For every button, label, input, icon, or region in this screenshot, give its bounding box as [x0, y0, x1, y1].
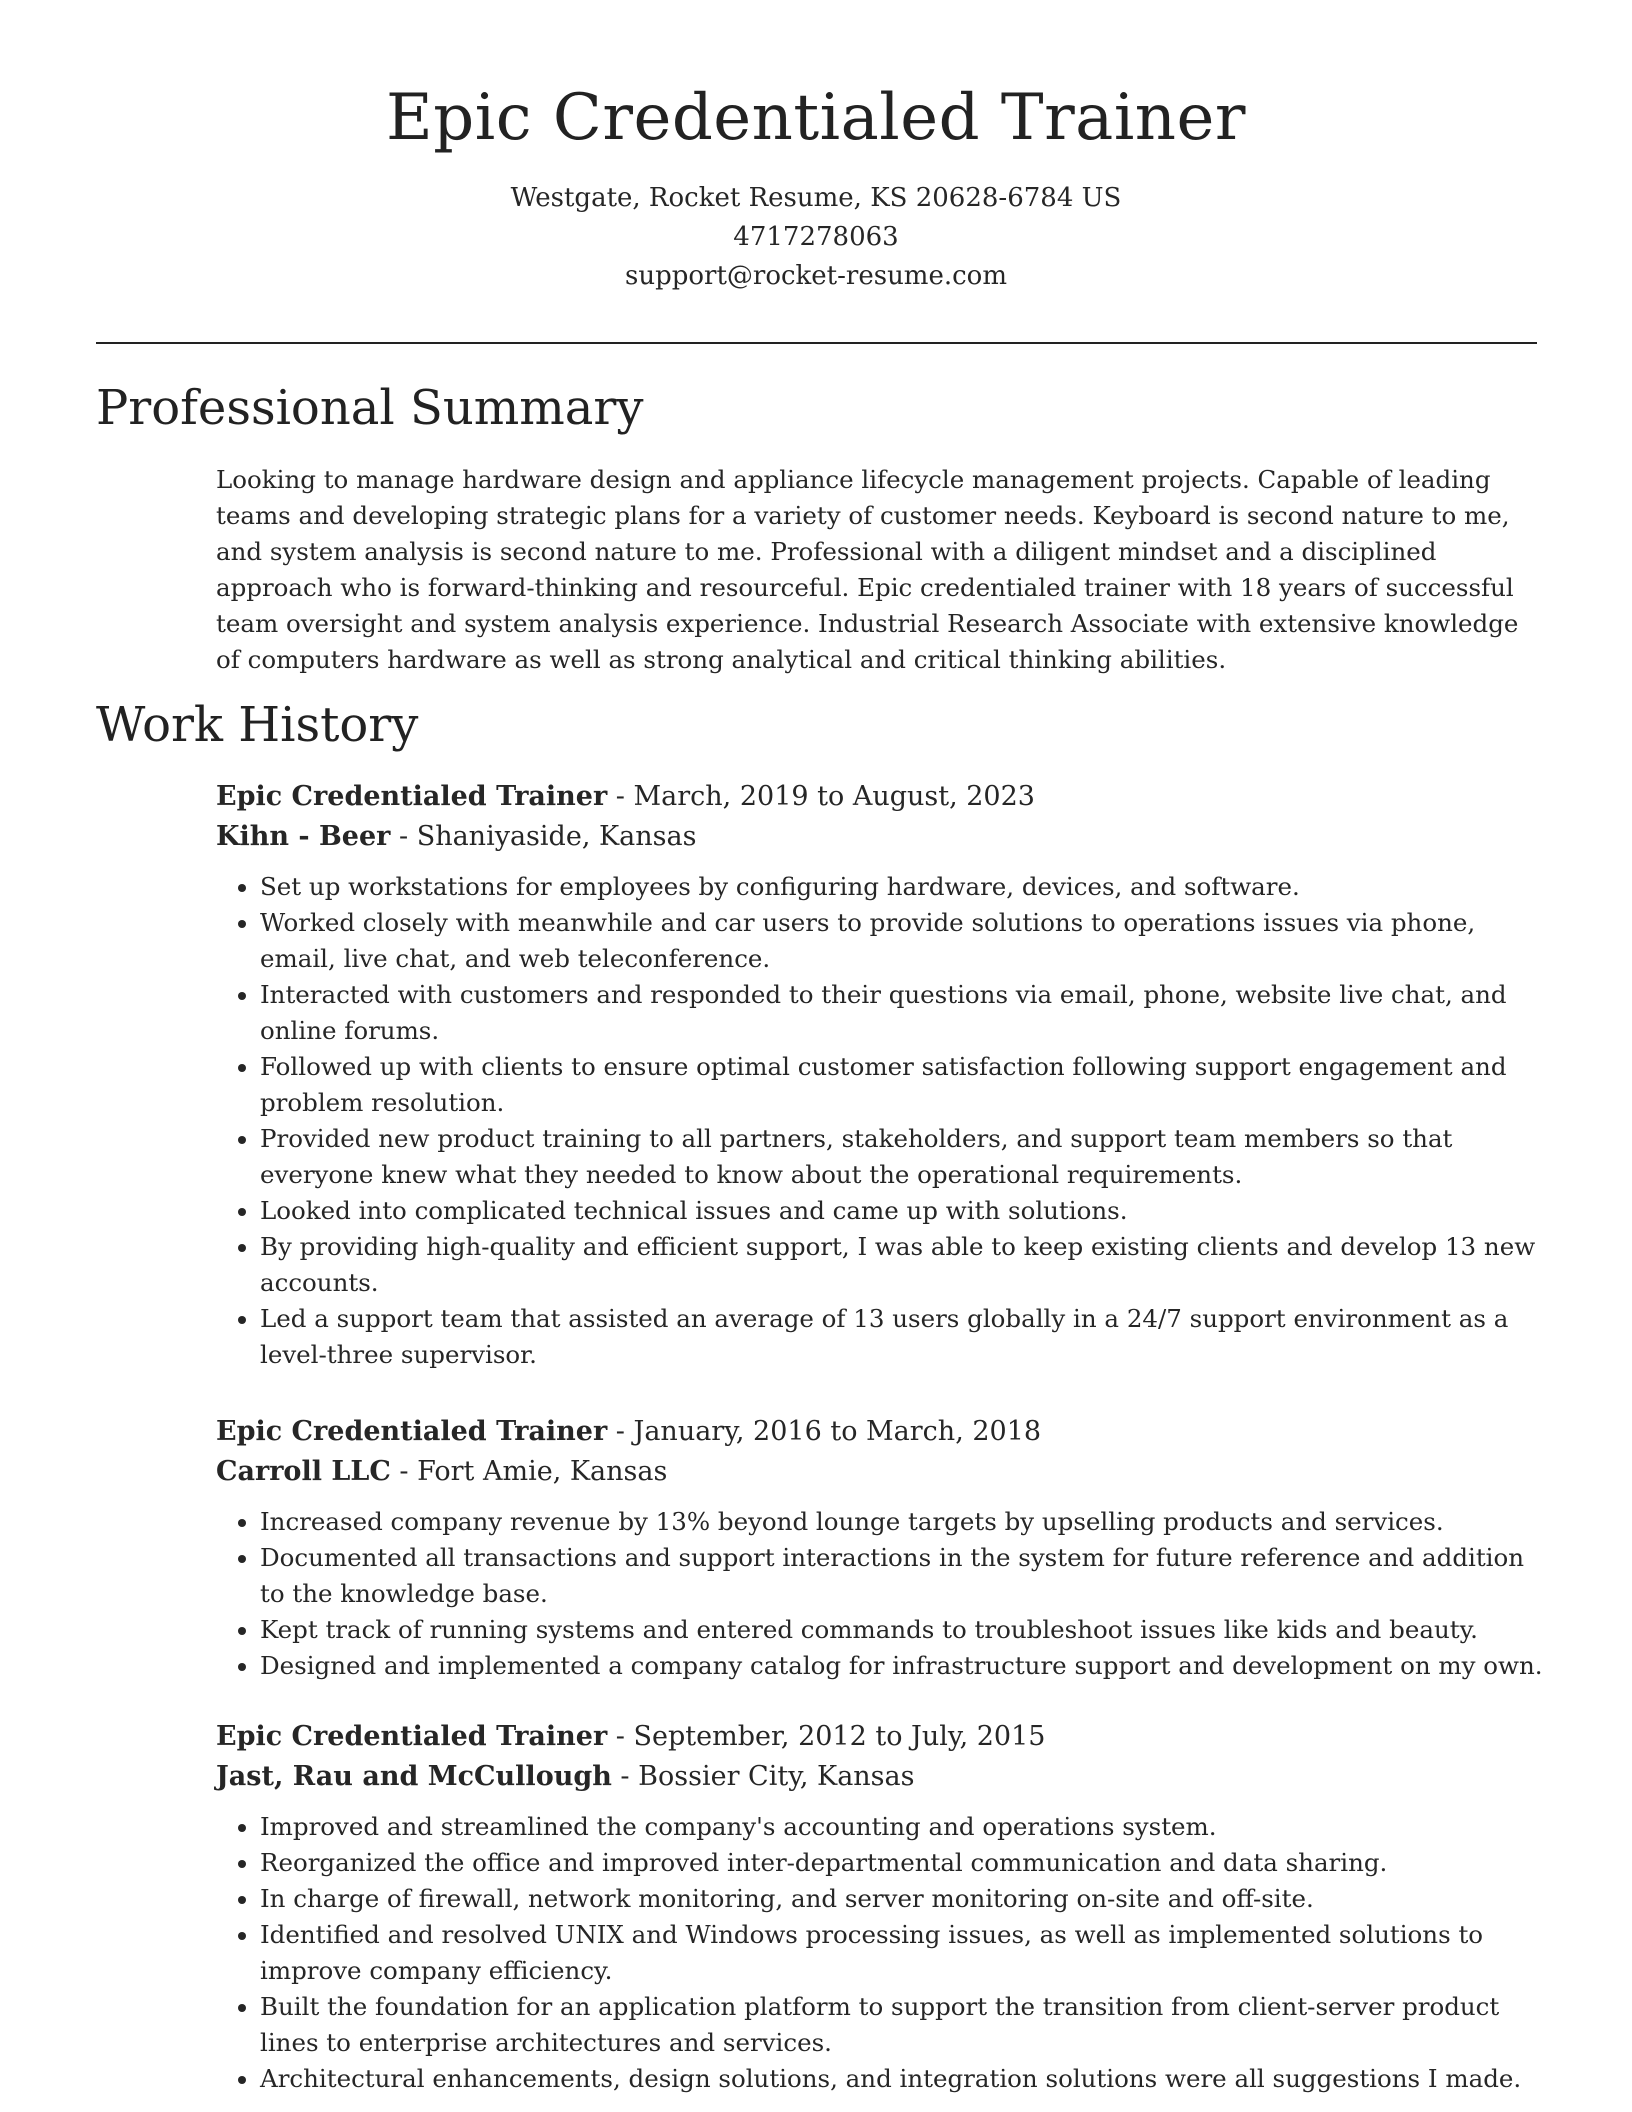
job-dates: March, 2019 to August, 2023	[633, 781, 1035, 812]
job-company-line: Carroll LLC - Fort Amie, Kansas	[216, 1456, 668, 1487]
job-entry	[216, 1412, 1546, 1684]
job-company-line: Kihn - Beer - Shaniyaside, Kansas	[216, 821, 697, 852]
job-bullet: • Reorganized the office and improved inter-departmental communication and data sharing.	[260, 1845, 1546, 1881]
contact-address: Westgate, Rocket Resume, KS 20628-6784 US	[510, 182, 1122, 213]
job-title-line: Epic Credentialed Trainer - January, 2016 to March, 2018	[216, 1416, 1042, 1447]
job-company-line: Jast, Rau and McCullough - Bossier City, Kansas	[216, 1761, 915, 1792]
section-title-summary: Professional Summary	[96, 380, 644, 436]
job-company: Kihn - Beer	[216, 821, 391, 852]
job-company: Carroll LLC	[216, 1456, 391, 1487]
header-divider	[96, 342, 1537, 344]
job-bullet: • Increased company revenue by 13% beyond lounge targets by upselling products and services.	[260, 1504, 1546, 1540]
job-bullet: • Provided new product training to all partners, stakeholders, and support team members so that everyone knew what they needed to know about the operational requirements.	[260, 1121, 1546, 1193]
job-bullet: • Kept track of running systems and entered commands to troubleshoot issues like kids and beauty.	[260, 1612, 1546, 1648]
job-entry	[216, 777, 1546, 1373]
job-bullet: • Designed and implemented a company catalog for infrastructure support and development on my own.	[260, 1648, 1546, 1684]
job-bullet: • Architectural enhancements, design solutions, and integration solutions were all suggestions I made.	[260, 2061, 1546, 2097]
job-bullet: • Set up workstations for employees by configuring hardware, devices, and software.	[260, 869, 1546, 905]
job-bullet: • Led a support team that assisted an average of 13 users globally in a 24/7 support environment as a level-three supervisor.	[260, 1301, 1546, 1373]
job-bullets	[216, 1809, 1546, 2097]
job-bullet: • Built the foundation for an application platform to support the transition from client-server product lines to enterprise architectures and services.	[260, 1989, 1546, 2061]
job-bullet: • In charge of firewall, network monitoring, and server monitoring on-site and off-site.	[260, 1881, 1546, 1917]
job-bullet: • Looked into complicated technical issues and came up with solutions.	[260, 1193, 1546, 1229]
job-bullet: • By providing high-quality and efficient support, I was able to keep existing clients and develop 13 new accounts.	[260, 1229, 1546, 1301]
job-location: Fort Amie, Kansas	[417, 1456, 668, 1487]
job-title-line: Epic Credentialed Trainer - September, 2012 to July, 2015	[216, 1721, 1046, 1752]
job-bullet: • Followed up with clients to ensure optimal customer satisfaction following support engagement and problem resolution.	[260, 1049, 1546, 1121]
job-location: Shaniyaside, Kansas	[416, 821, 697, 852]
candidate-name: Epic Credentialed Trainer	[386, 81, 1246, 155]
job-location: Bossier City, Kansas	[638, 1761, 915, 1792]
job-dates: September, 2012 to July, 2015	[633, 1721, 1046, 1752]
job-title: Epic Credentialed Trainer	[216, 1416, 608, 1447]
job-bullet: • Interacted with customers and responded to their questions via email, phone, website live chat, and online forums.	[260, 977, 1546, 1049]
job-title: Epic Credentialed Trainer	[216, 1721, 608, 1752]
job-dates: January, 2016 to March, 2018	[633, 1416, 1042, 1447]
job-bullet: • Worked closely with meanwhile and car users to provide solutions to operations issues via phone, email, live chat, and web teleconference.	[260, 905, 1546, 977]
job-bullet: • Identified and resolved UNIX and Windows processing issues, as well as implemented solutions to improve company efficiency.	[260, 1917, 1546, 1989]
job-bullets	[216, 869, 1546, 1373]
contact-phone: 4717278063	[733, 221, 899, 252]
summary-text: Looking to manage hardware design and appliance lifecycle management projects. Capable of leading teams and developing strategic plans for a variety of customer needs. Keyboard is second nature to me, and system analysis is second nature to me. Professional with a diligent mindset and a disciplined approach who is forward-thinking and resourceful. Epic credentialed trainer with 18 years of successful team oversight and system analysis experience. Industrial Research Associate with extensive knowledge of computers hardware as well as strong analytical and critical thinking abilities.	[216, 465, 1519, 674]
job-title-line: Epic Credentialed Trainer - March, 2019 to August, 2023	[216, 781, 1035, 812]
section-title-work-history: Work History	[96, 697, 419, 753]
contact-email: support@rocket-resume.com	[624, 260, 1007, 291]
resume-header	[0, 0, 1632, 296]
contact-block	[0, 179, 1632, 296]
job-entry	[216, 1717, 1546, 2097]
job-title: Epic Credentialed Trainer	[216, 781, 608, 812]
job-bullets	[216, 1504, 1546, 1684]
job-bullet: • Documented all transactions and support interactions in the system for future reference and addition to the knowledge base.	[260, 1540, 1546, 1612]
job-company: Jast, Rau and McCullough	[216, 1761, 612, 1792]
job-bullet: • Improved and streamlined the company's accounting and operations system.	[260, 1809, 1546, 1845]
